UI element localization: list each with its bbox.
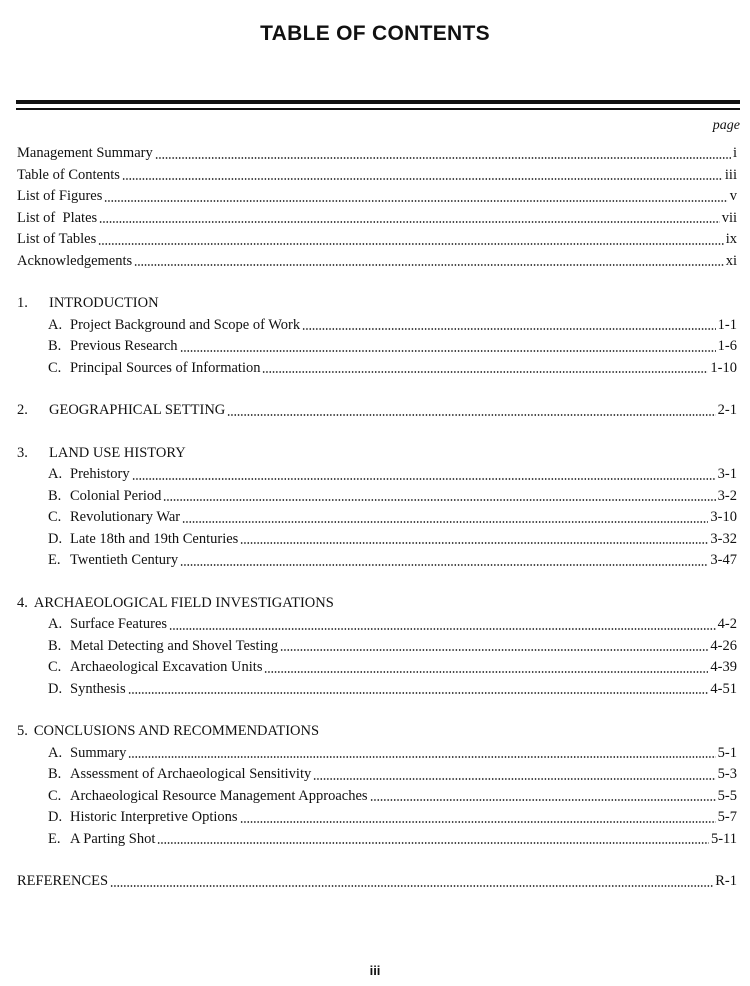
page-column-label: page [712,118,740,133]
dot-leader [262,371,708,373]
dot-leader [128,692,709,694]
section-page: 4-51 [710,680,737,697]
toc-entry-acknowledgements [17,251,737,273]
chapter-number: 4. [17,594,28,611]
toc-section-5d [17,807,737,829]
toc-entry-label: List of Tables [17,231,97,247]
dot-leader [180,350,716,352]
toc-section-1c [17,358,737,380]
dot-leader [155,157,731,159]
chapter-number: 3. [17,444,28,461]
dot-leader [227,414,715,416]
section-letter: D. [48,530,63,547]
dot-leader [104,200,727,202]
toc-entry-page: xi [725,252,737,269]
chapter-heading-2 [17,400,737,422]
toc-entry-label: List of Plates [17,209,98,226]
section-letter: A. [48,316,63,333]
title-rule-thick [16,100,740,104]
chapter-title: GEOGRAPHICAL SETTING [49,402,226,418]
section-letter: B. [48,766,62,782]
dot-leader [99,221,720,223]
section-page: 4-39 [710,659,737,675]
section-label: Project Background and Scope of Work [70,316,301,333]
references-page: R-1 [715,873,737,889]
toc-entry-page: i [732,145,737,161]
dot-leader [180,564,708,566]
section-page: 5-5 [717,787,737,804]
section-page: 5-1 [717,744,737,761]
chapter-number: 2. [17,402,28,418]
references-label: REFERENCES [17,873,109,889]
section-letter: C. [48,359,62,376]
toc-entry-management-summary [17,143,737,165]
page-number: iii [369,963,381,978]
toc-entry-table-of-contents [17,165,737,187]
toc-entry-list-of-plates [17,208,737,230]
section-letter: D. [48,680,63,697]
toc-section-4a [17,614,737,636]
section-page: 4-26 [710,637,737,654]
section-label: Revolutionary War [70,509,181,525]
toc-entry-page: ix [725,231,737,247]
dot-leader [128,756,715,758]
section-letter: C. [48,659,62,675]
page-title: TABLE OF CONTENTS [260,22,490,45]
chapter-heading-3 [17,443,737,465]
section-label: Principal Sources of Information [70,359,261,376]
dot-leader [157,842,709,844]
chapter-page: 2-1 [717,402,737,418]
section-letter: E. [48,552,61,568]
chapter-title: LAND USE HISTORY [49,444,186,461]
toc-entry-references [17,871,737,893]
toc-section-3d [17,529,737,551]
section-label: Twentieth Century [70,552,179,568]
section-page: 3-32 [710,530,737,547]
dot-leader [169,628,716,630]
toc-section-3a [17,464,737,486]
toc-entry-label: Acknowledgements [17,252,133,269]
section-page: 3-1 [717,466,737,482]
toc-entry-label: Table of Contents [17,166,120,183]
toc-section-1b [17,336,737,358]
section-label: Metal Detecting and Shovel Testing [70,637,279,654]
section-letter: D. [48,809,63,825]
section-label: Assessment of Archaeological Sensitivity [70,766,312,782]
toc-section-5c [17,786,737,808]
chapter-number: 1. [17,295,28,311]
toc-section-3e [17,550,737,572]
toc-section-3c [17,507,737,529]
dot-leader [182,521,708,523]
chapter-title: CONCLUSIONS AND RECOMMENDATIONS [33,723,320,739]
title-rule-thin [16,108,740,110]
toc-section-4d [17,679,737,701]
section-page: 3-10 [710,509,737,525]
toc-section-5b [17,764,737,786]
toc-section-4b [17,636,737,658]
toc-entry-label: List of Figures [17,188,103,204]
dot-leader [264,671,708,673]
chapter-number: 5. [17,723,28,739]
section-page: 4-2 [717,616,737,632]
chapter-heading-5 [17,721,737,743]
dot-leader [240,542,708,544]
section-page: 1-10 [710,359,737,376]
section-page: 1-6 [717,338,737,354]
section-label: A Parting Shot [70,830,156,847]
section-letter: C. [48,787,62,804]
toc-entry-page: vii [721,209,737,226]
section-label: Archaeological Excavation Units [70,659,263,675]
section-page: 1-1 [717,316,737,333]
section-label: Prehistory [70,466,130,482]
section-letter: E. [48,830,61,847]
section-label: Late 18th and 19th Centuries [70,530,239,547]
chapter-title: INTRODUCTION [49,295,159,311]
section-letter: B. [48,338,62,354]
dot-leader [122,178,723,180]
dot-leader [240,821,716,823]
dot-leader [280,649,708,651]
section-letter: B. [48,637,62,654]
dot-leader [302,328,716,330]
chapter-heading-4 [17,593,737,615]
toc-section-5e [17,829,737,851]
dot-leader [313,778,715,780]
section-label: Summary [70,744,127,761]
section-label: Synthesis [70,680,126,697]
section-page: 5-3 [717,766,737,782]
chapter-title: ARCHAEOLOGICAL FIELD INVESTIGATIONS [33,594,334,611]
section-letter: A. [48,616,63,632]
dot-leader [134,264,724,266]
section-label: Colonial Period [70,487,162,504]
toc-section-4c [17,657,737,679]
dot-leader [132,478,716,480]
section-page: 5-11 [710,830,737,847]
toc-entry-page: iii [724,166,737,183]
section-page: 3-47 [710,552,737,568]
chapter-heading-1 [17,293,737,315]
toc-entry-page: v [729,188,737,204]
section-page: 3-2 [717,487,737,504]
section-label: Archaeological Resource Management Approaches [70,787,368,804]
toc-section-5a [17,743,737,765]
dot-leader [110,885,713,887]
toc-entry-label: Management Summary [17,145,153,161]
section-label: Previous Research [70,338,178,354]
section-letter: A. [48,466,63,482]
dot-leader [98,243,723,245]
toc-section-3b [17,486,737,508]
toc-entry-list-of-tables [17,229,737,251]
dot-leader [163,499,715,501]
section-page: 5-7 [717,809,737,825]
dot-leader [370,799,716,801]
table-of-contents [17,143,737,893]
section-label: Surface Features [70,616,168,632]
section-letter: A. [48,744,63,761]
section-label: Historic Interpretive Options [70,809,238,825]
toc-entry-list-of-figures [17,186,737,208]
section-letter: C. [48,509,62,525]
section-letter: B. [48,487,62,504]
toc-section-1a [17,315,737,337]
